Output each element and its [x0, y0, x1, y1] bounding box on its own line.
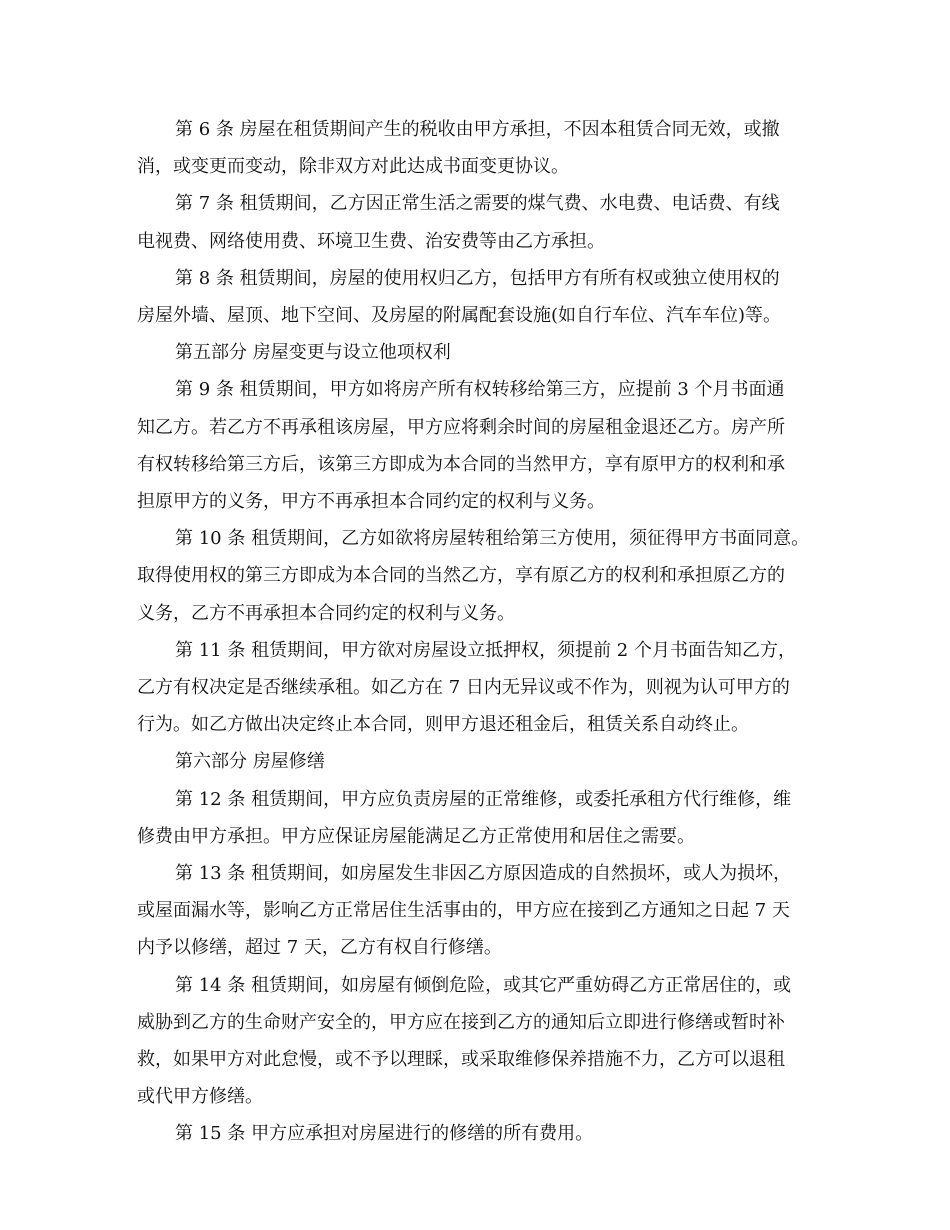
clause-6: 第 6 条 房屋在租赁期间产生的税收由甲方承担，不因本租赁合同无效，或撤 消，或变更而变动，除非双方对此达成书面变更协议。 — [137, 119, 780, 178]
clause-15: 第 15 条 甲方应承担对房屋进行的修缮的所有费用。 — [175, 1123, 594, 1145]
clause-12: 第 12 条 租赁期间，甲方应负责房屋的正常维修，或委托承租方代行维修，维 修费由甲方承担。甲方应保证房屋能满足乙方正常使用和居住之需要。 — [137, 788, 792, 847]
clause-14: 第 14 条 租赁期间，如房屋有倾倒危险，或其它严重妨碍乙方正常居住的，或 威胁到乙方的生命财产安全的，甲方应在接到乙方的通知后立即进行修缮或暂时补 救，如果甲方对此怠慢，或不予以理睬，或采取维修保养措施不力，乙方可以退租 或代甲方修缮。 — [137, 974, 792, 1108]
clause-8: 第 8 条 租赁期间，房屋的使用权归乙方，包括甲方有所有权或独立使用权的 房屋外墙、屋顶、地下空间、及房屋的附属配套设施(如自行车位、汽车车位)等。 — [137, 267, 782, 327]
document-body — [137, 111, 815, 1153]
clause-9: 第 9 条 租赁期间，甲方如将房产所有权转移给第三方，应提前 3 个月书面通 知乙方。若乙方不再承租该房屋，甲方应将剩余时间的房屋租金退还乙方。房产所 有权转移给第三方后，该第三方即成为本合同的当然甲方，享有原甲方的权利和承 担原甲方的义务，甲方不再承担本合同约定的权利与义务。 — [137, 379, 785, 513]
clause-10: 第 10 条 租赁期间，乙方如欲将房屋转租给第三方使用，须征得甲方书面同意。 取得使用权的第三方即成为本合同的当然乙方，享有原乙方的权利和承担原乙方的 义务，乙方不再承担本合同约定的权利与义务。 — [137, 528, 810, 624]
clause-13: 第 13 条 租赁期间，如房屋发生非因乙方原因造成的自然损坏，或人为损坏， 或屋面漏水等，影响乙方正常居住生活事由的，甲方应在接到乙方通知之日起 7 天 内予以修缮，超过 7 天，乙方有权自行修缮。 — [137, 863, 792, 959]
clause-11: 第 11 条 租赁期间，甲方欲对房屋设立抵押权，须提前 2 个月书面告知乙方， 乙方有权决定是否继续承租。如乙方在 7 日内无异议或不作为，则视为认可甲方的 行为。如乙方做出决定终止本合同，则甲方退还租金后，租赁关系自动终止。 — [137, 639, 796, 736]
clause-7: 第 7 条 租赁期间，乙方因正常生活之需要的煤气费、水电费、电话费、有线 电视费、网络使用费、环境卫生费、治安费等由乙方承担。 — [137, 193, 780, 252]
section-heading-part-6: 第六部分 房屋修缮 — [175, 751, 325, 773]
section-heading-part-5: 第五部分 房屋变更与设立他项权利 — [175, 342, 451, 364]
